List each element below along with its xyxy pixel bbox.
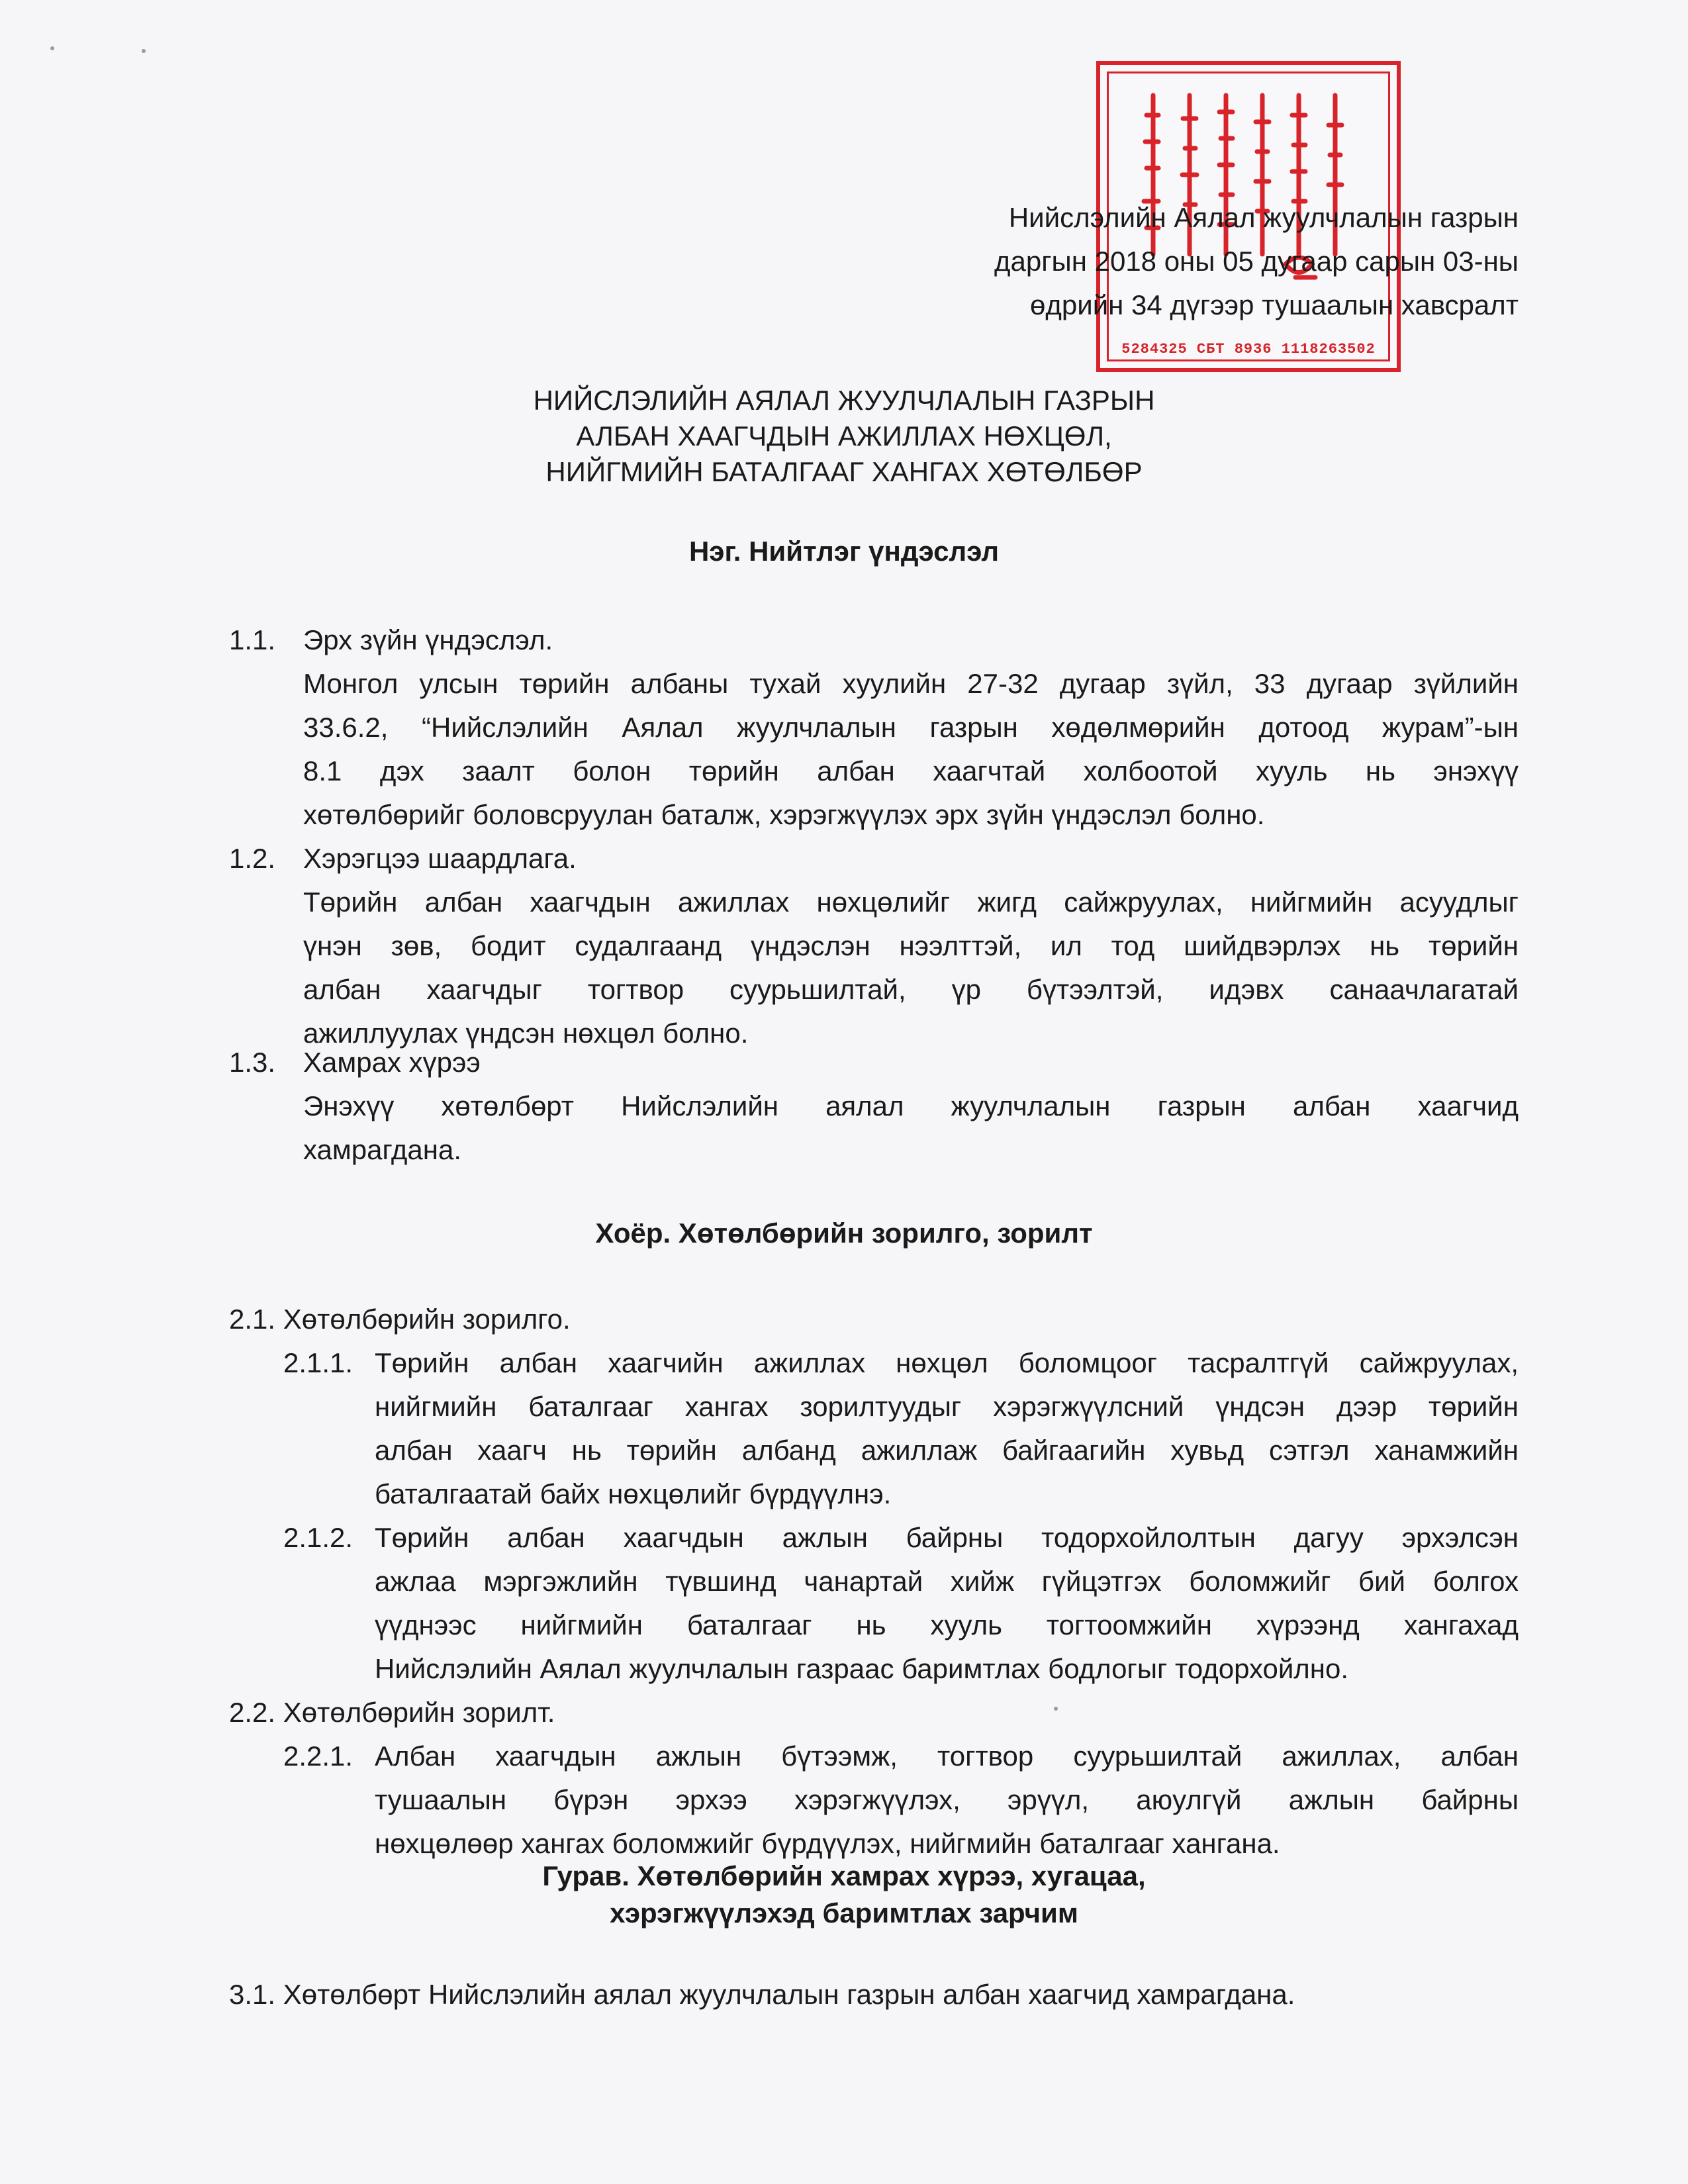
item-3-1: 3.1. Хөтөлбөрт Нийслэлийн аялал жуулчлалын газрын албан хаагчид хамрагдана. [229, 1979, 1295, 2010]
goal-2-1-2-line-4: Нийслэлийн Аялал жуулчлалын газраас баримтлах бодлогыг тодорхойлно. [375, 1653, 1349, 1684]
item-1-1-line-2: 33.6.2, “Нийслэлийн Аялал жуулчлалын газрын хөдөлмөрийн дотоод журам”-ын [303, 712, 1519, 743]
goal-2-1-2-line-1: Төрийн албан хаагчдын ажлын байрны тодорхойлолтын дагуу эрхэлсэн [375, 1522, 1519, 1553]
item-1-1-title: Эрх зүйн үндэслэл. [303, 624, 553, 655]
attachment-note [994, 196, 1519, 327]
section-3-heading-line-1: Гурав. Хөтөлбөрийн хамрах хүрээ, хугацаа, [542, 1860, 1146, 1891]
item-1-2-number: 1.2. [229, 843, 276, 874]
title-line-2: АЛБАН ХААГЧДЫН АЖИЛЛАХ НӨХЦӨЛ, [576, 420, 1112, 451]
item-1-2-line-1: Төрийн албан хаагчдын ажиллах нөхцөлийг жигд сайжруулах, нийгмийн асуудлыг [303, 886, 1519, 918]
item-1-1-number: 1.1. [229, 624, 276, 655]
item-1-1-line-4: хөтөлбөрийг боловсруулан баталж, хэрэгжүүлэх эрх зүйн үндэслэл болно. [303, 799, 1265, 830]
objective-2-2-1-line-3: нөхцөлөөр хангах боломжийг бүрдүүлэх, нийгмийн баталгааг хангана. [375, 1828, 1280, 1859]
item-1-1-line-1: Монгол улсын төрийн албаны тухай хуулийн 27-32 дугаар зүйл, 33 дугаар зүйлийн [303, 668, 1519, 699]
goal-2-1-1-line-2: нийгмийн баталгааг хангах зорилтуудыг хэрэгжүүлсний үндсэн дээр төрийн [375, 1391, 1519, 1422]
item-1-2-line-2: үнэн зөв, бодит судалгаанд үндэслэн нээлттэй, ил тод шийдвэрлэх нь төрийн [303, 930, 1519, 961]
item-1-2-title: Хэрэгцээ шаардлага. [303, 843, 577, 874]
goal-label: 2.1. Хөтөлбөрийн зорилго. [229, 1304, 571, 1335]
objective-2-2-1-line-2: тушаалын бүрэн эрхээ хэрэгжүүлэх, эрүүл, аюулгүй ажлын байрны [375, 1784, 1519, 1815]
section-1-heading: Нэг. Нийтлэг үндэслэл [688, 536, 1000, 567]
document-title [0, 383, 1688, 490]
item-1-3-body [303, 1084, 1519, 1172]
attachment-line-1: Нийслэлийн Аялал жуулчлалын газрын [1008, 202, 1519, 233]
scan-speck [1054, 1707, 1058, 1711]
item-1-2-body [303, 880, 1519, 1055]
title-line-1: НИЙСЛЭЛИЙН АЯЛАЛ ЖУУЛЧЛАЛЫН ГАЗРЫН [533, 385, 1155, 416]
item-1-3-line-2: хамрагдана. [303, 1134, 461, 1165]
objective-2-2-1-line-1: Албан хаагчдын ажлын бүтээмж, тогтвор суурьшилтай ажиллах, албан [375, 1740, 1519, 1772]
goal-2-1-1-line-4: баталгаатай байх нөхцөлийг бүрдүүлнэ. [375, 1478, 892, 1509]
goal-2-1-1-body [375, 1341, 1519, 1516]
item-1-3-number: 1.3. [229, 1047, 276, 1078]
section-2-heading: Хоёр. Хөтөлбөрийн зорилго, зорилт [595, 1217, 1093, 1249]
goal-2-1-1-line-3: албан хаагч нь төрийн албанд ажиллаж байгаагийн хувьд сэтгэл ханамжийн [375, 1435, 1519, 1466]
goal-2-1-2-line-3: үүднээс нийгмийн баталгааг нь хууль тогтоомжийн хүрээнд хангахад [375, 1609, 1519, 1640]
goal-2-1-1-line-1: Төрийн албан хаагчийн ажиллах нөхцөл боломцоог тасралтгүй сайжруулах, [375, 1347, 1519, 1378]
section-3-heading [0, 1858, 1688, 1932]
item-1-1-line-3: 8.1 дэх заалт болон төрийн албан хаагчтай холбоотой хууль нь энэхүү [303, 755, 1519, 786]
item-1-2-line-4: ажиллуулах үндсэн нөхцөл болно. [303, 1018, 749, 1049]
scan-speck [142, 49, 146, 53]
attachment-line-2: даргын 2018 оны 05 дугаар сарын 03-ны [994, 246, 1519, 277]
item-1-3-line-1: Энэхүү хөтөлбөрт Нийслэлийн аялал жуулчлалын газрын албан хаагчид [303, 1090, 1519, 1121]
stamp-code-text: 5284325 СБТ 8936 1118263502 [1121, 341, 1376, 357]
item-1-2-line-3: албан хаагчдыг тогтвор суурьшилтай, үр бүтээлтэй, идэвх санаачлагатай [303, 974, 1519, 1005]
attachment-line-3: өдрийн 34 дүгээр тушаалын хавсралт [1030, 289, 1519, 320]
title-line-3: НИЙГМИЙН БАТАЛГААГ ХАНГАХ ХӨТӨЛБӨР [545, 456, 1143, 487]
goal-2-1-2-line-2: ажлаа мэргэжлийн түвшинд чанартай хийж гүйцэтгэх боломжийг бий болгох [375, 1566, 1519, 1597]
objective-2-2-1-number: 2.2.1. [283, 1740, 353, 1772]
item-1-1-body [303, 662, 1519, 837]
goal-2-1-2-body [375, 1516, 1519, 1691]
item-1-3-title: Хамрах хүрээ [303, 1047, 481, 1078]
section-3-heading-line-2: хэрэгжүүлэхэд баримтлах зарчим [610, 1897, 1078, 1928]
objective-2-2-1-body [375, 1734, 1519, 1866]
scan-speck [50, 46, 54, 50]
objective-label: 2.2. Хөтөлбөрийн зорилт. [229, 1697, 555, 1728]
goal-2-1-2-number: 2.1.2. [283, 1522, 353, 1553]
goal-2-1-1-number: 2.1.1. [283, 1347, 353, 1378]
